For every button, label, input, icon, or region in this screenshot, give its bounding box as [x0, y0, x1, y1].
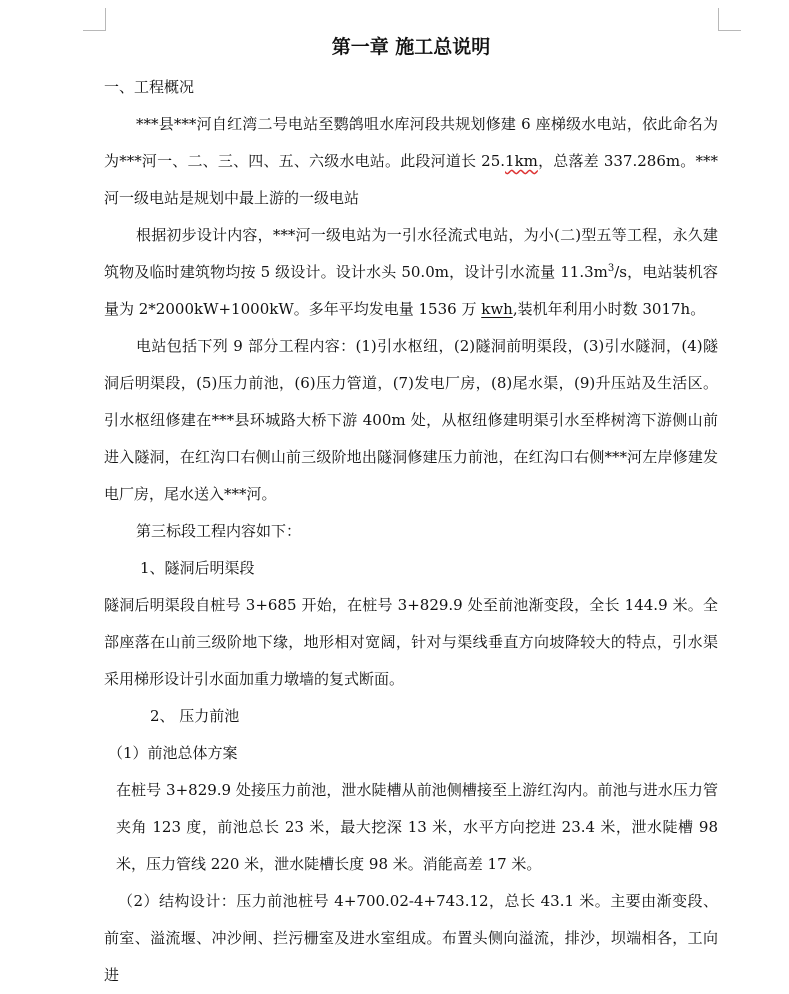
- paragraph-tunnel-channel: 隧洞后明渠段自桩号 3+685 开始，在桩号 3+829.9 处至前池渐变段，全长 144.9 米。全部座落在山前三级阶地下缘，地形相对宽阔，针对与渠线垂直方向坡降较大的特点，引水渠采用梯形设计引水面加重力墩墙的复式断面。: [104, 596, 718, 688]
- paragraph-river-plan: [104, 106, 718, 217]
- document-page: [104, 0, 718, 994]
- paragraph-design: [104, 217, 718, 328]
- p1-km-spellcheck: 1km: [505, 152, 538, 170]
- chapter-title: 第一章 施工总说明: [331, 36, 491, 58]
- heading-pool-overall-plan: （1）前池总体方案: [108, 744, 238, 762]
- p1-text-b: ，总落差 337.286m。***河一级电站是规划中最上游的一级电站: [104, 152, 718, 207]
- p2-text-b: /s，电站装机容量为 2*2000kW+1000kW。多年平均发电量 1536 万: [104, 263, 718, 318]
- paragraph-components: 电站包括下列 9 部分工程内容：(1)引水枢纽，(2)隧洞前明渠段，(3)引水隧洞，(4)隧洞后明渠段，(5)压力前池，(6)压力管道，(7)发电厂房，(8)尾水渠，(9)升压站及生活区。引水枢纽修建在***县环城路大桥下游 400m 处，从枢纽修建明渠引水至桦树湾下游侧山前进入隧洞，在红沟口右侧山前三级阶地出隧洞修建压力前池，在红沟口右侧***河左岸修建发电厂房，尾水送入***河。: [104, 337, 718, 503]
- paragraph-pool-plan: 在桩号 3+829.9 处接压力前池，泄水陡槽从前池侧槽接至上游红沟内。前池与进水压力管夹角 123 度，前池总长 23 米，最大挖深 13 米，水平方向挖进 23.4 米，泄水陡槽 98 米，压力管线 220 米，泄水陡槽长度 98 米。消能高差 17 米。: [116, 781, 718, 873]
- p2-kwh-underlined: kwh: [481, 300, 513, 318]
- heading-pressure-pool: 2、 压力前池: [150, 707, 240, 725]
- heading-tunnel-channel: 1、隧洞后明渠段: [140, 559, 255, 577]
- page-corner-mark-left: [83, 8, 106, 31]
- paragraph-section-three: 第三标段工程内容如下：: [136, 522, 302, 540]
- paragraph-structure-design: （2）结构设计：压力前池桩号 4+700.02-4+743.12，总长 43.1 米。主要由渐变段、前室、溢流堰、冲沙闸、拦污栅室及进水室组成。布置头侧向溢流，排沙，坝端相各，工向进: [104, 892, 718, 984]
- p2-text-a: 根据初步设计内容，***河一级电站为一引水径流式电站，为小(二)型五等工程，永久建筑物及临时建筑物均按 5 级设计。设计水头 50.0m，设计引水流量 11.3m: [104, 226, 718, 281]
- overview-heading: 一、工程概况: [104, 78, 195, 96]
- p2-text-c: ,装机年利用小时数 3017h。: [512, 300, 706, 318]
- p2-superscript: 3: [607, 263, 615, 274]
- p1-text-a: ***县***河自红湾二号电站至鹦鸽咀水库河段共规划修建 6 座梯级水电站，依此命名为为***河一、二、三、四、五、六级水电站。此段河道长 25.: [104, 115, 718, 170]
- page-corner-mark-right: [718, 8, 741, 31]
